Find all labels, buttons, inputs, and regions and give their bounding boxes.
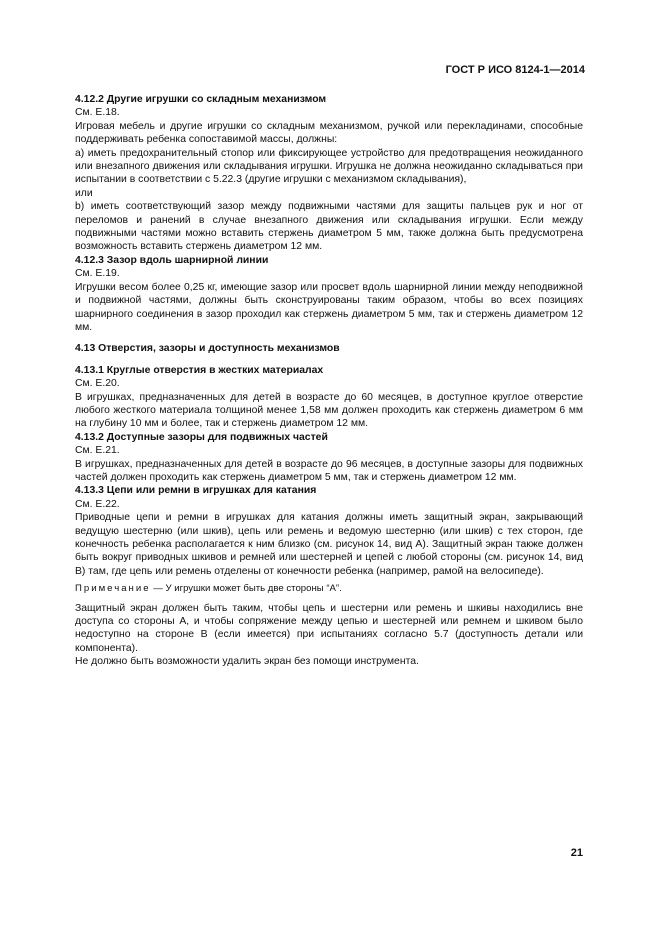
paragraph: Защитный экран должен быть таким, чтобы цепь и шестерни или ремень и шкивы находились вне доступа со стороны А, и чтобы сопряжение между цепью и шестерней или ремнем и шкивом было недоступно на стороне В (если имеется) при испытаниях согласно 5.7 (доступность детали или компонента). bbox=[75, 602, 583, 654]
paragraph: Приводные цепи и ремни в игрушках для катания должны иметь защитный экран, закрывающий ведущую шестерню (или шкив), цепь или ремень и ведомую шестерню (или шкив) с тех сторон, где конечность ребенка располагается к ним близко (см. рисунок 14, вид А). Защитный экран также должен быть вокруг приводных шкивов и ремней или шестерней и цепей с любой стороны (см. рисунок 14, вид В) там, где цепь или ремень отделены от конечности ребенка (например, рамой на велосипеде). bbox=[75, 512, 583, 577]
note-label: Примечание bbox=[75, 583, 151, 595]
section-heading-4-12-3: 4.12.3 Зазор вдоль шарнирной линии bbox=[75, 254, 269, 266]
conjunction-or: или bbox=[75, 187, 93, 199]
list-item-b: b) иметь соответствующий зазор между подвижными частями для защиты пальцев рук и ног от переломов и ранений в случае внезапного движения или складывания игрушки. Если между подвижными частями можно вставить стержень диаметром 5 мм, также должна быть предусмотрена возможность вставить стержень диаметром 12 мм. bbox=[75, 201, 583, 253]
paragraph: В игрушках, предназначенных для детей в возрасте до 96 месяцев, в доступные зазоры для подвижных частей должен проходить как стержень диаметром 5 мм, так и стержень диаметром 12 мм. bbox=[75, 458, 583, 483]
paragraph: В игрушках, предназначенных для детей в возрасте до 60 месяцев, в доступное круглое отверстие любого жесткого материала толщиной менее 1,58 мм должен проходить как стержень диаметром 6 мм на глубину 10 мм и более, так и стержень диаметром 12 мм. bbox=[75, 391, 583, 430]
section-heading-4-12-2: 4.12.2 Другие игрушки со складным механизмом bbox=[75, 94, 327, 105]
see-reference: См. Е.22. bbox=[75, 498, 120, 510]
section-heading-4-13-3: 4.13.3 Цепи или ремни в игрушках для катания bbox=[75, 485, 317, 497]
see-reference: См. Е.18. bbox=[75, 107, 120, 119]
section-heading-4-13-1: 4.13.1 Круглые отверстия в жестких материалах bbox=[75, 364, 324, 376]
see-reference: См. Е.21. bbox=[75, 445, 120, 457]
see-reference: См. Е.19. bbox=[75, 268, 120, 280]
paragraph: Игрушки весом более 0,25 кг, имеющие зазор или просвет вдоль шарнирной линии между неподвижной и подвижной частями, должны быть сконструированы таким образом, чтобы во всех позициях шарнирного соединения в зазор проходил как стержень диаметром 5 мм, так и стержень диаметром 12 мм. bbox=[75, 281, 583, 333]
paragraph: Игровая мебель и другие игрушки со складным механизмом, ручкой или перекладинами, способные поддерживать ребенка сопоставимой массы, должны: bbox=[75, 120, 583, 146]
note-text: — У игрушки может быть две стороны “А”. bbox=[150, 583, 342, 595]
list-item-a: a) иметь предохранительный стопор или фиксирующее устройство для предотвращения неожиданного или внезапного движения или складывания игрушки. Игрушка не должна неожиданно складываться при испытании в соответствии с 5.22.3 (другие игрушки с механизмом складывания), bbox=[75, 147, 583, 186]
section-heading-4-13: 4.13 Отверстия, зазоры и доступность механизмов bbox=[75, 343, 340, 355]
note bbox=[75, 582, 583, 595]
section-heading-4-13-2: 4.13.2 Доступные зазоры для подвижных частей bbox=[75, 431, 328, 443]
see-reference: См. Е.20. bbox=[75, 378, 120, 390]
page-content bbox=[75, 93, 583, 669]
page-number: 21 bbox=[570, 847, 583, 859]
document-id-header: ГОСТ Р ИСО 8124-1—2014 bbox=[445, 64, 585, 76]
paragraph: Не должно быть возможности удалить экран без помощи инструмента. bbox=[75, 656, 419, 668]
